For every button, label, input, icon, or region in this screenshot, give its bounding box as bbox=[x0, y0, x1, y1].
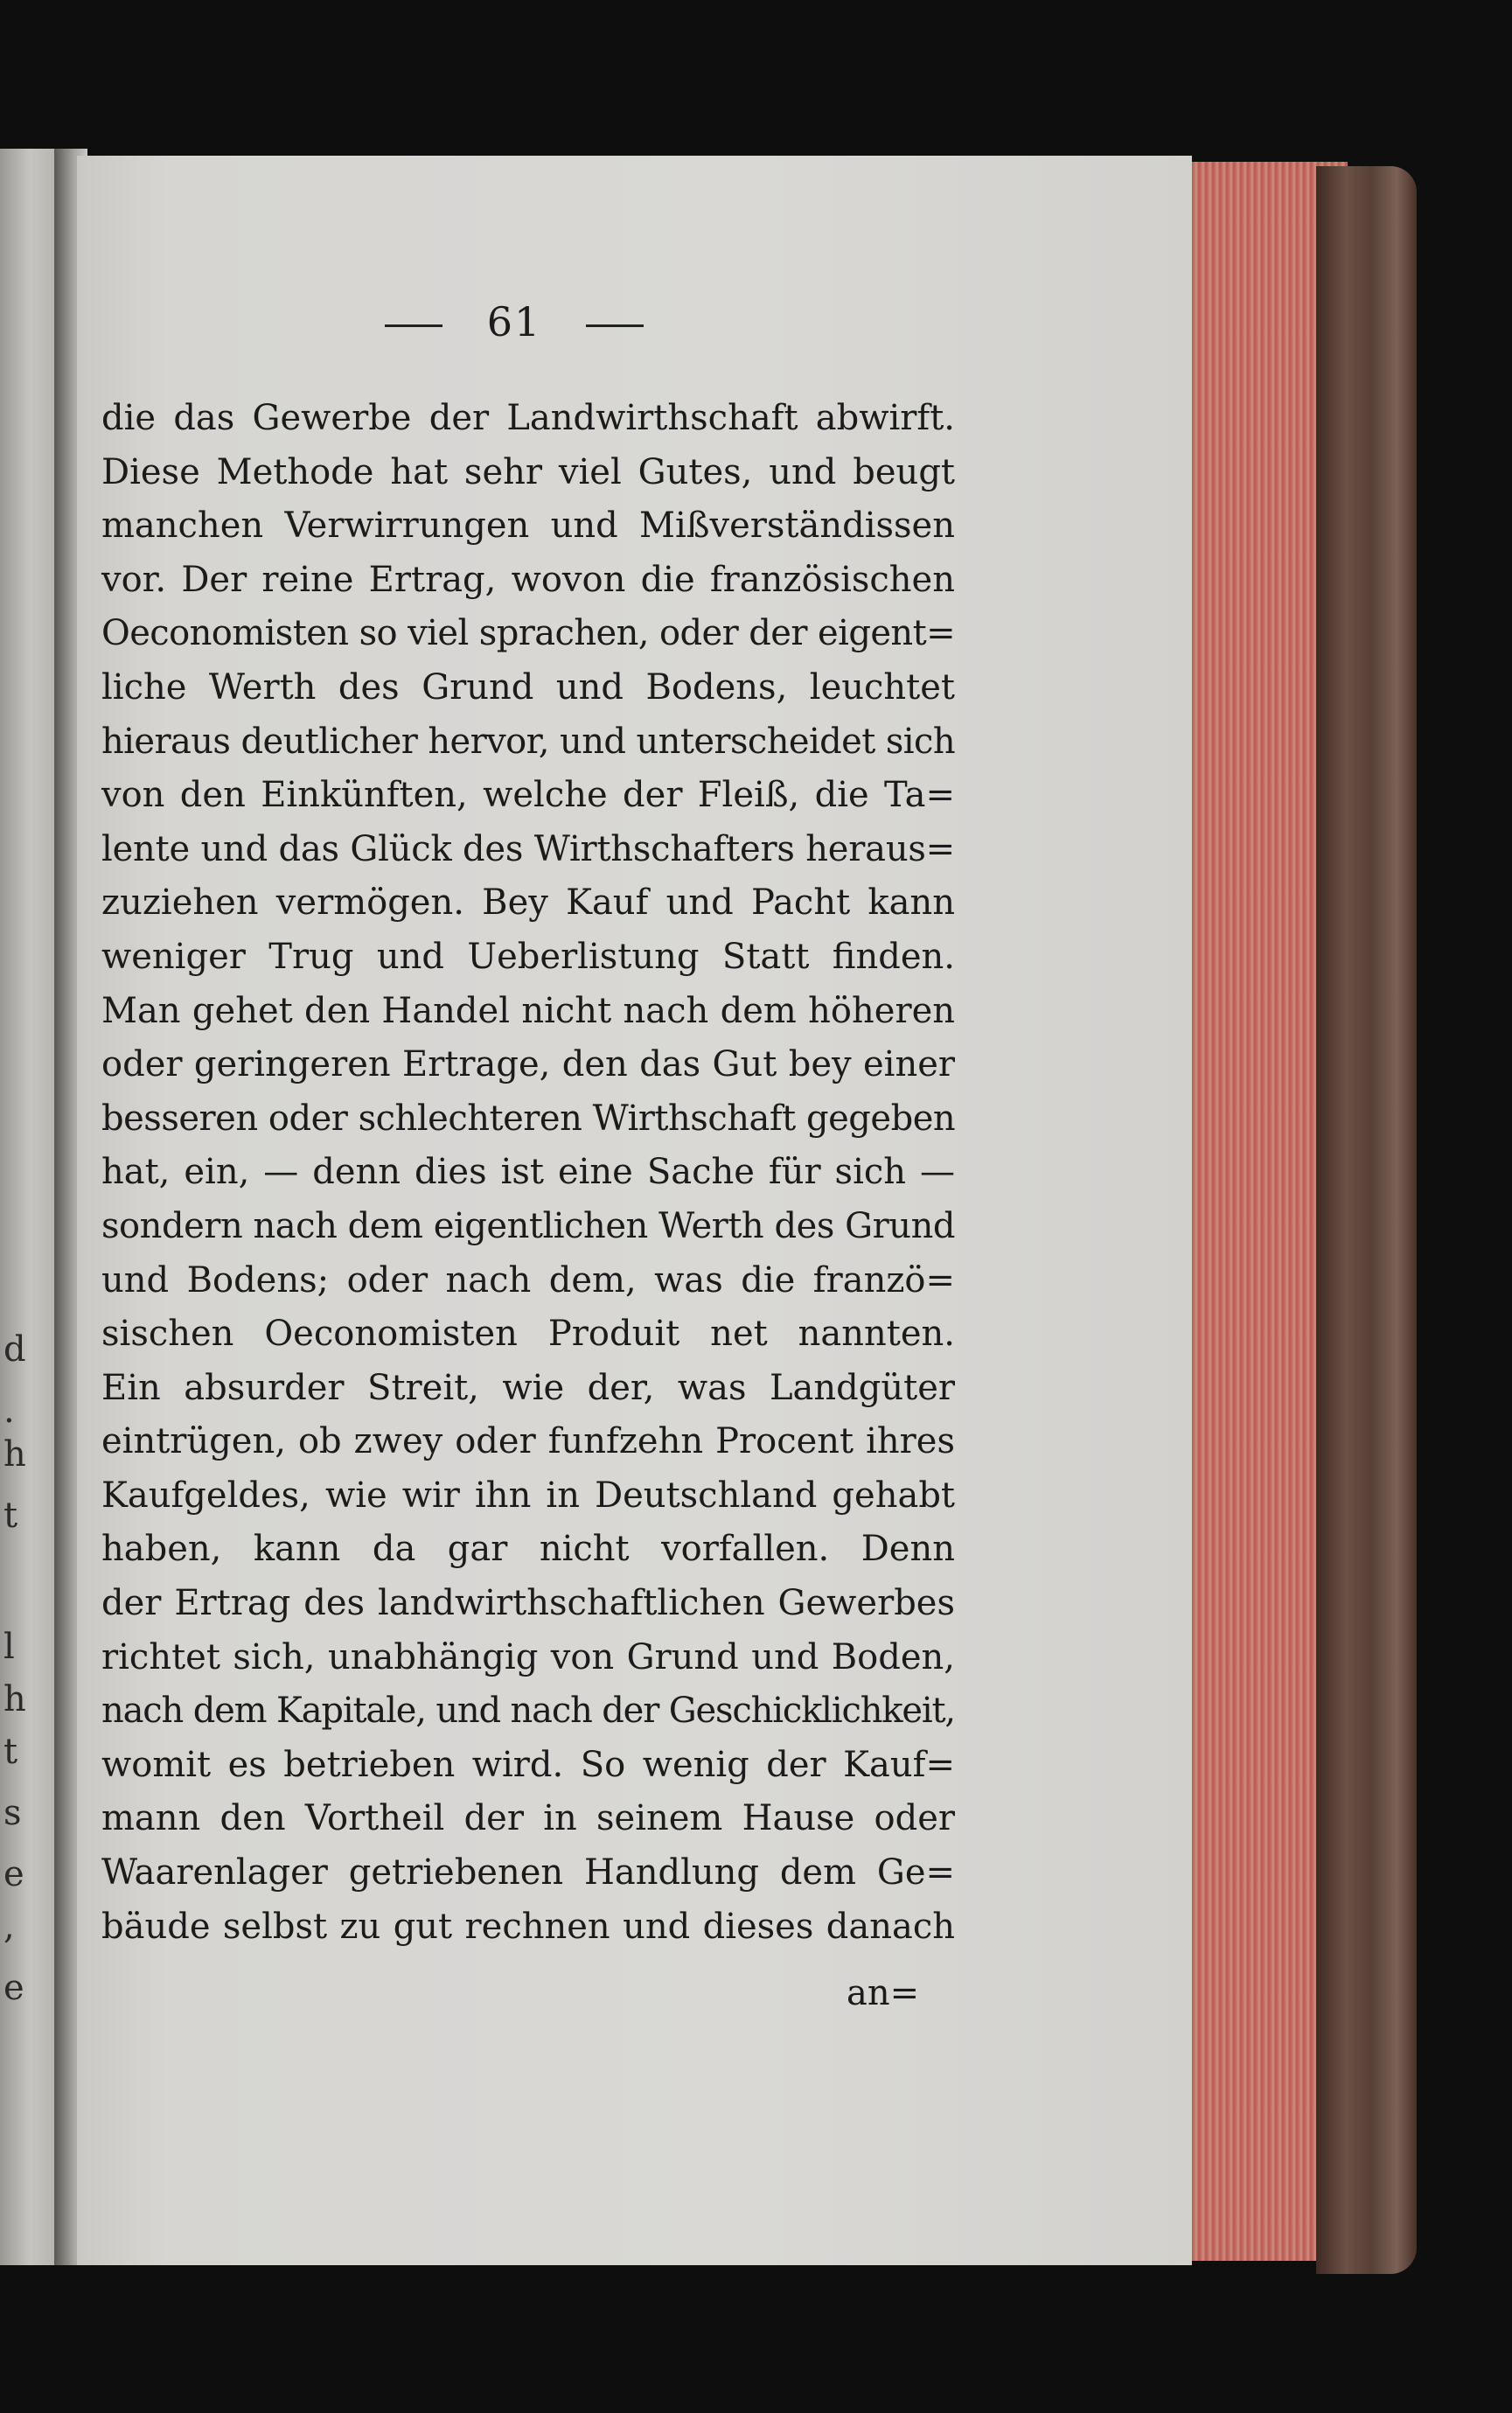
catchword: an= bbox=[847, 1973, 920, 2013]
text-line: haben, kann da gar nicht vorfallen. Denn bbox=[101, 1529, 955, 1570]
body-text bbox=[101, 392, 955, 1954]
text-line: eintrügen, ob zwey oder funfzehn Procent ihres bbox=[101, 1421, 955, 1462]
text-line: manchen Verwirrungen und Mißverständissen bbox=[101, 506, 955, 547]
text-line: sischen Oeconomisten Produit net nannten. bbox=[101, 1314, 955, 1355]
text-line: Oeconomisten so viel sprachen, oder der eigent= bbox=[101, 613, 955, 654]
text-line: die das Gewerbe der Landwirthschaft abwirft. bbox=[101, 398, 955, 438]
header-dash-right bbox=[586, 324, 644, 327]
text-line: Waarenlager getriebenen Handlung dem Ge= bbox=[101, 1852, 955, 1893]
text-line: von den Einkünften, welche der Fleiß, die Ta= bbox=[101, 775, 955, 816]
previous-page-edge bbox=[0, 149, 56, 2265]
left-page-glyph: d bbox=[3, 1329, 26, 1370]
text-line: und Bodens; oder nach dem, was die franzö= bbox=[101, 1259, 955, 1301]
left-page-glyph: e bbox=[3, 1854, 24, 1894]
left-page-glyph: l bbox=[3, 1627, 15, 1667]
leather-cover bbox=[1316, 166, 1417, 2274]
page-header bbox=[77, 298, 951, 345]
left-page-glyph: . bbox=[3, 1391, 15, 1431]
text-line: hat, ein, — denn dies ist eine Sache für sich — bbox=[101, 1152, 955, 1193]
book-page bbox=[77, 156, 1192, 2265]
left-page-glyph: e bbox=[3, 1968, 24, 2008]
left-page-glyph: , bbox=[3, 1907, 15, 1947]
text-line: hieraus deutlicher hervor, und unterscheidet sich bbox=[101, 721, 955, 762]
text-line: Kaufgeldes, wie wir ihn in Deutschland gehabt bbox=[101, 1475, 955, 1516]
left-page-glyph: h bbox=[3, 1434, 26, 1475]
text-line: besseren oder schlechteren Wirthschaft gegeben bbox=[101, 1098, 956, 1139]
text-line: liche Werth des Grund und Bodens, leuchtet bbox=[101, 666, 955, 708]
text-line: sondern nach dem eigentlichen Werth des Grund bbox=[101, 1205, 955, 1246]
text-line: zuziehen vermögen. Bey Kauf und Pacht kann bbox=[101, 882, 955, 924]
text-line: bäude selbst zu gut rechnen und dieses danach bbox=[101, 1906, 955, 1947]
text-line: Man gehet den Handel nicht nach dem höheren bbox=[101, 990, 955, 1031]
text-line: nach dem Kapitale, und nach der Geschicklichkeit, bbox=[101, 1691, 955, 1732]
text-line: oder geringeren Ertrage, den das Gut bey einer bbox=[101, 1044, 955, 1085]
text-line: Ein absurder Streit, wie der, was Landgüter bbox=[101, 1367, 955, 1408]
left-page-glyph: t bbox=[3, 1496, 18, 1536]
text-line: Diese Methode hat sehr viel Gutes, und beugt bbox=[101, 451, 955, 492]
left-page-glyph: s bbox=[3, 1793, 22, 1833]
text-line: der Ertrag des landwirthschaftlichen Gewerbes bbox=[101, 1583, 955, 1624]
text-line: weniger Trug und Ueberlistung Statt finden. bbox=[101, 936, 955, 977]
text-line: womit es betrieben wird. So wenig der Kauf= bbox=[101, 1744, 955, 1785]
left-page-glyph: t bbox=[3, 1732, 18, 1772]
header-dash-left bbox=[385, 324, 442, 327]
text-line: richtet sich, unabhängig von Grund und Boden, bbox=[101, 1636, 955, 1677]
left-page-glyph: h bbox=[3, 1679, 26, 1719]
page-number: 61 bbox=[486, 298, 542, 345]
text-line: mann den Vortheil der in seinem Hause oder bbox=[101, 1798, 955, 1839]
text-line: lente und das Glück des Wirthschafters heraus= bbox=[101, 828, 955, 869]
text-line: vor. Der reine Ertrag, wovon die französischen bbox=[101, 559, 955, 600]
